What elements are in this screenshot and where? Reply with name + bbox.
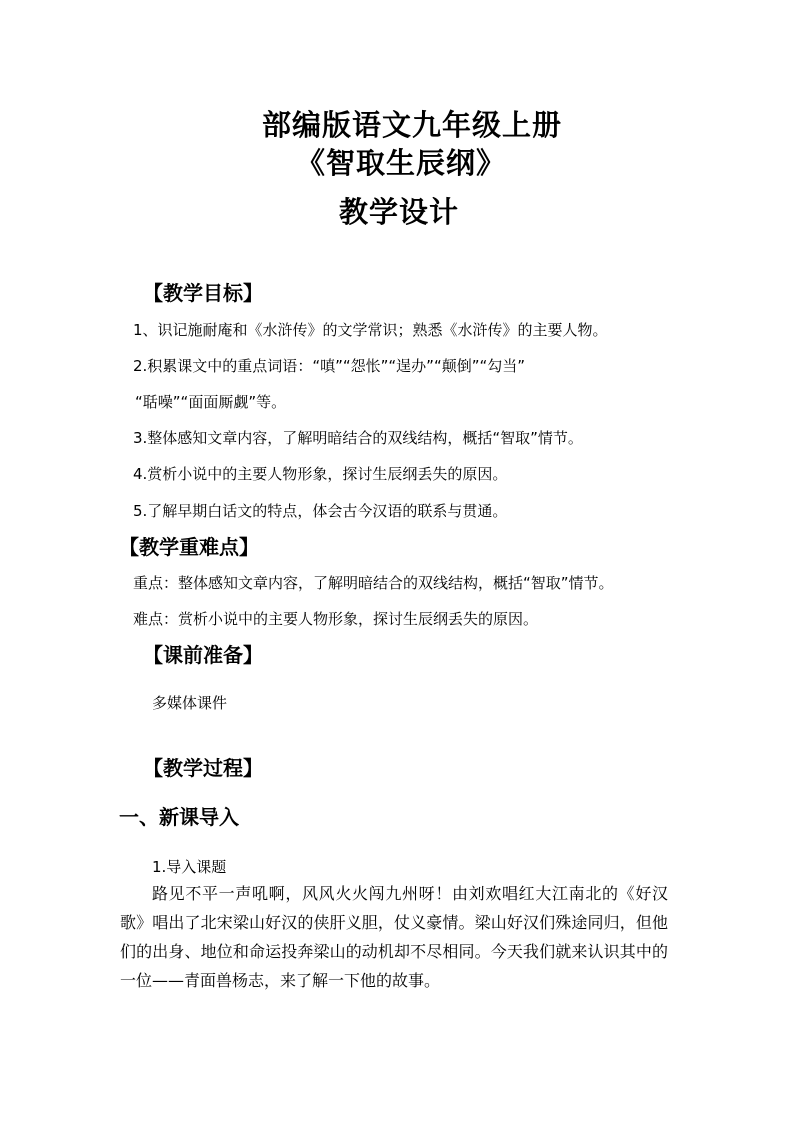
keypoint-difficulty: 难点：赏析小说中的主要人物形象，探讨生辰纲丢失的原因。 [133, 610, 539, 628]
process-sub1: 1.导入课题 [152, 858, 227, 876]
objective-item-5: 5.了解早期白话文的特点，体会古今汉语的联系与贯通。 [133, 502, 508, 520]
process-heading: 【教学过程】 [143, 756, 263, 780]
process-part1-title: 一、新课导入 [119, 805, 239, 829]
title-line-3: 教学设计 [339, 195, 460, 229]
objective-item-4: 4.赏析小说中的主要人物形象，探讨生辰纲丢失的原因。 [133, 465, 508, 483]
keypoints-heading: 【教学重难点】 [119, 535, 259, 559]
objective-item-1: 1、识记施耐庵和《水浒传》的文学常识；熟悉《水浒传》的主要人物。 [133, 321, 608, 339]
title-line-2: 《智取生辰纲》 [296, 146, 507, 180]
objective-item-2-cont: “聒噪”“面面厮觑”等。 [135, 393, 287, 411]
objectives-heading: 【教学目标】 [143, 281, 263, 305]
keypoint-key: 重点：整体感知文章内容，了解明暗结合的双线结构，概括“智取”情节。 [133, 574, 614, 592]
objective-item-3: 3.整体感知文章内容，了解明暗结合的双线结构，概括“智取”情节。 [133, 429, 583, 447]
title-line-1: 部编版语文九年级上册 [262, 108, 563, 142]
preparation-heading: 【课前准备】 [143, 643, 263, 667]
preparation-item: 多媒体课件 [152, 694, 228, 712]
objective-item-2: 2.积累课文中的重点词语：“嗔”“怨怅”“逞办”“颠倒”“勾当” [133, 357, 526, 375]
process-intro-paragraph: 路见不平一声吼啊，风风火火闯九州呀！由刘欢唱红大江南北的《好汉歌》唱出了北宋梁山好汉的侠肝义胆，仗义豪情。梁山好汉们殊途同归，但他们的出身、地位和命运投奔梁山的动机却不尽相同。今天我们就来认识其中的一位——青面兽杨志，来了解一下他的故事。 [120, 884, 668, 990]
